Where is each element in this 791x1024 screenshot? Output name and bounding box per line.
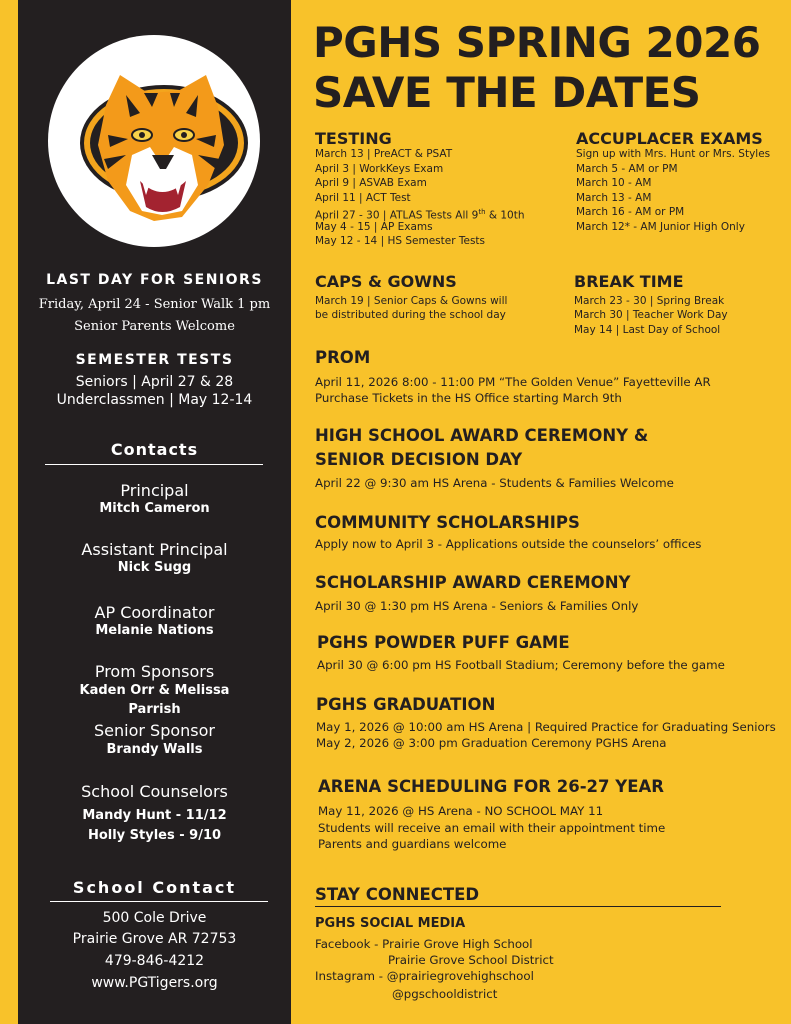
testing-item: May 12 - 14 | HS Semester Tests bbox=[315, 235, 486, 247]
senior-sponsor-role: Senior Sponsor bbox=[94, 721, 215, 740]
testing-item: March 13 | PreACT & PSAT bbox=[315, 148, 453, 160]
scholarship-line1: April 30 @ 1:30 pm HS Arena - Seniors & Families Only bbox=[315, 599, 639, 613]
school-address2: Prairie Grove AR 72753 bbox=[72, 931, 237, 947]
contacts-divider bbox=[45, 464, 263, 465]
page-title-line1: PGHS SPRING 2026 bbox=[313, 18, 761, 67]
scholarship-heading: SCHOLARSHIP AWARD CEREMONY bbox=[315, 573, 631, 592]
atlas-superscript: th bbox=[478, 208, 486, 216]
stay-connected-divider bbox=[315, 906, 721, 907]
prom-line2: Purchase Tickets in the HS Office starting March 9th bbox=[315, 391, 622, 405]
senior-sponsor-name: Brandy Walls bbox=[106, 742, 203, 757]
graduation-heading: PGHS GRADUATION bbox=[316, 695, 496, 714]
break-item: March 23 - 30 | Spring Break bbox=[574, 295, 725, 307]
tiger-logo bbox=[48, 35, 260, 247]
sidebar bbox=[18, 0, 291, 1024]
school-address1: 500 Cole Drive bbox=[102, 910, 207, 926]
atlas-text-tail: & 10th bbox=[485, 209, 525, 222]
prom-line1: April 11, 2026 8:00 - 11:00 PM “The Golden Venue” Fayetteville AR bbox=[315, 375, 711, 389]
prom-sponsors-role: Prom Sponsors bbox=[94, 662, 215, 681]
caps-heading: CAPS & GOWNS bbox=[315, 272, 457, 291]
instagram-line2[interactable]: @pgschooldistrict bbox=[392, 987, 498, 1001]
school-phone: 479-846-4212 bbox=[104, 953, 205, 969]
caps-line1: March 19 | Senior Caps & Gowns will bbox=[315, 295, 508, 307]
ap-coordinator-name: Melanie Nations bbox=[95, 623, 214, 638]
award-heading-line2: SENIOR DECISION DAY bbox=[315, 450, 523, 469]
semester-tests-line2: Underclassmen | May 12-14 bbox=[56, 392, 253, 408]
prom-sponsors-name2: Parrish bbox=[128, 702, 181, 717]
arena-line3: Parents and guardians welcome bbox=[318, 837, 507, 851]
arena-line2: Students will receive an email with their appointment time bbox=[318, 821, 666, 835]
accuplacer-item: March 16 - AM or PM bbox=[576, 206, 685, 218]
contacts-heading: Contacts bbox=[110, 440, 199, 459]
powder-puff-line1: April 30 @ 6:00 pm HS Football Stadium; Ceremony before the game bbox=[317, 658, 725, 672]
last-day-heading: LAST DAY FOR SENIORS bbox=[46, 272, 263, 288]
atlas-text: April 27 - 30 | ATLAS Tests All 9 bbox=[315, 209, 479, 222]
break-item: March 30 | Teacher Work Day bbox=[574, 309, 728, 321]
caps-line2: be distributed during the school day bbox=[315, 309, 506, 321]
last-day-line2: Senior Parents Welcome bbox=[74, 319, 235, 334]
arena-heading: ARENA SCHEDULING FOR 26-27 YEAR bbox=[318, 777, 664, 796]
accuplacer-heading: ACCUPLACER EXAMS bbox=[576, 129, 763, 148]
testing-item: April 11 | ACT Test bbox=[315, 192, 411, 204]
school-contact-divider bbox=[50, 901, 268, 902]
accuplacer-item: Sign up with Mrs. Hunt or Mrs. Styles bbox=[576, 148, 771, 160]
graduation-line1: May 1, 2026 @ 10:00 am HS Arena | Required Practice for Graduating Seniors bbox=[316, 720, 776, 734]
prom-sponsors-name1: Kaden Orr & Melissa bbox=[79, 683, 230, 698]
testing-item: May 4 - 15 | AP Exams bbox=[315, 221, 433, 233]
community-heading: COMMUNITY SCHOLARSHIPS bbox=[315, 513, 580, 532]
ap-coordinator-role: AP Coordinator bbox=[94, 603, 215, 622]
community-line1: Apply now to April 3 - Applications outside the counselors’ offices bbox=[315, 537, 702, 551]
semester-tests-line1: Seniors | April 27 & 28 bbox=[75, 374, 234, 390]
powder-puff-heading: PGHS POWDER PUFF GAME bbox=[317, 633, 570, 652]
testing-item: April 3 | WorkKeys Exam bbox=[315, 163, 444, 175]
break-heading: BREAK TIME bbox=[574, 272, 684, 291]
principal-name: Mitch Cameron bbox=[99, 501, 210, 516]
instagram-line1[interactable]: Instagram - @prairiegrovehighschool bbox=[315, 969, 534, 983]
stay-connected-heading: STAY CONNECTED bbox=[315, 885, 480, 904]
school-counselors-role: School Counselors bbox=[81, 782, 228, 801]
award-heading-line1: HIGH SCHOOL AWARD CEREMONY & bbox=[315, 426, 649, 445]
counselor-name2: Holly Styles - 9/10 bbox=[87, 828, 222, 843]
social-media-heading: PGHS SOCIAL MEDIA bbox=[315, 916, 466, 931]
tiger-icon bbox=[48, 35, 260, 247]
break-item: May 14 | Last Day of School bbox=[574, 324, 721, 336]
assistant-principal-name: Nick Sugg bbox=[117, 560, 192, 575]
last-day-line1: Friday, April 24 - Senior Walk 1 pm bbox=[38, 297, 271, 312]
page-title-line2: SAVE THE DATES bbox=[313, 68, 701, 117]
accuplacer-item: March 12* - AM Junior High Only bbox=[576, 221, 745, 233]
award-line1: April 22 @ 9:30 am HS Arena - Students & Families Welcome bbox=[315, 476, 674, 490]
facebook-line2[interactable]: Prairie Grove School District bbox=[388, 953, 554, 967]
accuplacer-item: March 10 - AM bbox=[576, 177, 652, 189]
facebook-line1[interactable]: Facebook - Prairie Grove High School bbox=[315, 937, 533, 951]
arena-line1: May 11, 2026 @ HS Arena - NO SCHOOL MAY 11 bbox=[318, 804, 604, 818]
school-website[interactable]: www.PGTigers.org bbox=[91, 975, 218, 991]
prom-heading: PROM bbox=[315, 348, 371, 367]
testing-item: April 9 | ASVAB Exam bbox=[315, 177, 427, 189]
testing-heading: TESTING bbox=[315, 129, 392, 148]
accuplacer-item: March 5 - AM or PM bbox=[576, 163, 678, 175]
assistant-principal-role: Assistant Principal bbox=[81, 540, 228, 559]
principal-role: Principal bbox=[120, 481, 189, 500]
counselor-name1: Mandy Hunt - 11/12 bbox=[82, 808, 227, 823]
school-contact-heading: School Contact bbox=[72, 878, 237, 897]
accuplacer-item: March 13 - AM bbox=[576, 192, 652, 204]
graduation-line2: May 2, 2026 @ 3:00 pm Graduation Ceremony PGHS Arena bbox=[316, 736, 667, 750]
semester-tests-heading: SEMESTER TESTS bbox=[75, 352, 234, 368]
